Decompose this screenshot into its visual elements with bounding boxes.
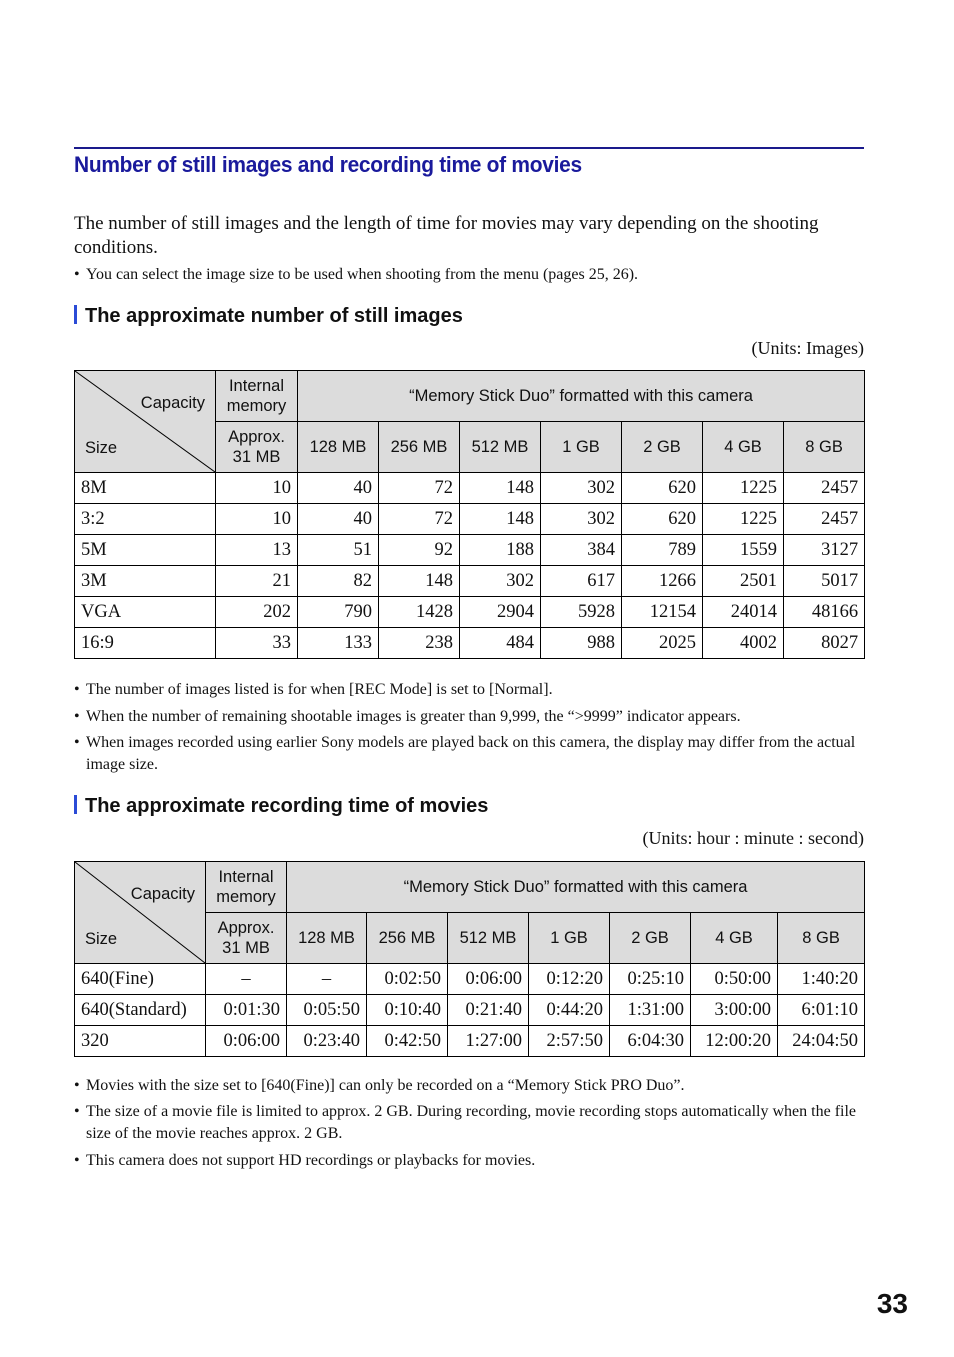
table-cell: 21: [216, 566, 298, 597]
table-cell: 790: [298, 597, 379, 628]
table-cell: 72: [379, 504, 460, 535]
corner-capacity-label: Capacity: [140, 394, 205, 412]
table-cell: 1428: [379, 597, 460, 628]
row-label: 5M: [75, 535, 216, 566]
section-bar: [74, 305, 77, 324]
movies-units: (Units: hour : minute : second): [642, 828, 864, 848]
table-cell: 620: [622, 504, 703, 535]
table-cell: 4002: [703, 628, 784, 659]
row-label: VGA: [75, 597, 216, 628]
stills-heading-text: The approximate number of still images: [85, 305, 463, 327]
table-cell: 620: [622, 473, 703, 504]
table-cell: 24014: [703, 597, 784, 628]
table-cell: 302: [541, 504, 622, 535]
note-text: The number of images listed is for when [REC Mode] is set to [Normal].: [86, 681, 553, 698]
table-cell: 3:00:00: [691, 995, 778, 1026]
table-cell: 6:01:10: [778, 995, 865, 1026]
table-cell: 0:12:20: [529, 964, 610, 995]
table-cell: 40: [298, 504, 379, 535]
table-cell: –: [287, 964, 367, 995]
table-cell: 5928: [541, 597, 622, 628]
table-cell: 202: [216, 597, 298, 628]
corner-size-label: Size: [85, 930, 118, 948]
stills-note: • The number of images listed is for when [REC Mode] is set to [Normal].: [74, 681, 553, 698]
table-cell: 1:40:20: [778, 964, 865, 995]
intro-bullet-text: You can select the image size to be used when shooting from the menu (pages 25, 26).: [86, 266, 639, 283]
internal-memory-header: Internal memory: [216, 371, 298, 422]
col-header: 8 GB: [784, 422, 865, 473]
note-text: When the number of remaining shootable images is greater than 9,999, the “>9999” indicator appears.: [86, 708, 741, 725]
table-cell: 0:25:10: [610, 964, 691, 995]
table-cell: 12:00:20: [691, 1026, 778, 1057]
table-cell: 0:44:20: [529, 995, 610, 1026]
table-cell: 384: [541, 535, 622, 566]
table-cell: 0:02:50: [367, 964, 448, 995]
table-cell: 789: [622, 535, 703, 566]
table-cell: 133: [298, 628, 379, 659]
page-title: Number of still images and recording time of movies: [74, 152, 582, 177]
table-cell: 92: [379, 535, 460, 566]
col-header: 1 GB: [541, 422, 622, 473]
table-row: [75, 1026, 865, 1057]
row-label: 3M: [75, 566, 216, 597]
page-number: 33: [876, 1288, 908, 1319]
movies-note: • This camera does not support HD recordings or playbacks for movies.: [74, 1152, 536, 1169]
corner-capacity-label: Capacity: [130, 885, 195, 903]
table-cell: 12154: [622, 597, 703, 628]
table-cell: 0:06:00: [206, 1026, 287, 1057]
table-cell: 1559: [703, 535, 784, 566]
table-row: [75, 964, 865, 995]
stills-units: (Units: Images): [751, 338, 864, 358]
note-text: Movies with the size set to [640(Fine)] can only be recorded on a “Memory Stick PRO Duo”.: [86, 1077, 685, 1094]
table-cell: 51: [298, 535, 379, 566]
intro-bullet: • You can select the image size to be used when shooting from the menu (pages 25, 26).: [74, 266, 639, 283]
table-cell: 302: [541, 473, 622, 504]
col-header: 8 GB: [778, 913, 865, 964]
movies-corner-header: [75, 862, 206, 964]
table-cell: 40: [298, 473, 379, 504]
table-cell: 0:50:00: [691, 964, 778, 995]
table-cell: 13: [216, 535, 298, 566]
movies-table: [74, 861, 865, 1057]
table-cell: 2904: [460, 597, 541, 628]
intro-paragraph: The number of still images and the length of time for movies may vary depending on the shooting conditions.: [74, 213, 819, 258]
stills-table-body: [75, 473, 865, 659]
table-row: [75, 995, 865, 1026]
table-row: [75, 473, 865, 504]
note-text: When images recorded using earlier Sony models are played back on this camera, the display may differ from the actual image size.: [86, 734, 856, 773]
table-cell: 48166: [784, 597, 865, 628]
table-cell: 0:42:50: [367, 1026, 448, 1057]
table-cell: 24:04:50: [778, 1026, 865, 1057]
col-header: 128 MB: [298, 422, 379, 473]
internal-memory-header: Internal memory: [206, 862, 287, 913]
table-cell: 72: [379, 473, 460, 504]
table-cell: 33: [216, 628, 298, 659]
col-header: 256 MB: [367, 913, 448, 964]
table-cell: 1225: [703, 473, 784, 504]
movies-heading-text: The approximate recording time of movies: [85, 795, 489, 817]
col-header: 128 MB: [287, 913, 367, 964]
table-cell: 0:21:40: [448, 995, 529, 1026]
table-cell: 82: [298, 566, 379, 597]
table-cell: 988: [541, 628, 622, 659]
col-header: Approx. 31 MB: [206, 913, 287, 964]
table-cell: 0:10:40: [367, 995, 448, 1026]
memory-stick-header: “Memory Stick Duo” formatted with this camera: [298, 371, 865, 422]
table-cell: 10: [216, 504, 298, 535]
table-cell: 2:57:50: [529, 1026, 610, 1057]
table-cell: 0:01:30: [206, 995, 287, 1026]
table-cell: 2457: [784, 504, 865, 535]
col-header: 2 GB: [622, 422, 703, 473]
table-cell: 8027: [784, 628, 865, 659]
table-cell: 6:04:30: [610, 1026, 691, 1057]
table-cell: 10: [216, 473, 298, 504]
row-label: 16:9: [75, 628, 216, 659]
table-cell: 148: [460, 473, 541, 504]
table-row: [75, 597, 865, 628]
col-header: 512 MB: [460, 422, 541, 473]
stills-corner-header: [75, 371, 216, 473]
table-cell: 1266: [622, 566, 703, 597]
stills-table: [74, 370, 865, 659]
table-row: [75, 566, 865, 597]
table-cell: 3127: [784, 535, 865, 566]
table-cell: 238: [379, 628, 460, 659]
memory-stick-header: “Memory Stick Duo” formatted with this camera: [287, 862, 865, 913]
corner-size-label: Size: [85, 439, 118, 457]
table-row: [75, 628, 865, 659]
row-label: 640(Standard): [75, 995, 206, 1026]
table-cell: 1:31:00: [610, 995, 691, 1026]
table-cell: 0:06:00: [448, 964, 529, 995]
title-rule: [74, 147, 864, 149]
col-header: 1 GB: [529, 913, 610, 964]
table-cell: 188: [460, 535, 541, 566]
movies-table-body: [75, 964, 865, 1057]
table-cell: 484: [460, 628, 541, 659]
row-label: 640(Fine): [75, 964, 206, 995]
col-header: Approx. 31 MB: [216, 422, 298, 473]
table-cell: 617: [541, 566, 622, 597]
stills-note: • When images recorded using earlier Sony models are played back on this camera, the display may differ from the actual image size.: [74, 734, 856, 773]
stills-heading: [74, 305, 463, 328]
table-cell: 5017: [784, 566, 865, 597]
col-header: 256 MB: [379, 422, 460, 473]
row-label: 8M: [75, 473, 216, 504]
col-header: 4 GB: [691, 913, 778, 964]
table-cell: 0:23:40: [287, 1026, 367, 1057]
col-header: 512 MB: [448, 913, 529, 964]
table-cell: 0:05:50: [287, 995, 367, 1026]
movies-heading: [74, 795, 488, 818]
table-cell: 302: [460, 566, 541, 597]
table-cell: –: [206, 964, 287, 995]
movies-note: • The size of a movie file is limited to approx. 2 GB. During recording, movie recording stops automatically when the file size of the movie reaches approx. 2 GB.: [74, 1103, 857, 1142]
col-header: 4 GB: [703, 422, 784, 473]
table-cell: 2025: [622, 628, 703, 659]
table-cell: 2501: [703, 566, 784, 597]
col-header: 2 GB: [610, 913, 691, 964]
table-row: [75, 535, 865, 566]
table-row: [75, 504, 865, 535]
table-cell: 148: [460, 504, 541, 535]
table-cell: 1225: [703, 504, 784, 535]
table-cell: 148: [379, 566, 460, 597]
movies-note: • Movies with the size set to [640(Fine)] can only be recorded on a “Memory Stick PRO Duo”.: [74, 1077, 685, 1094]
row-label: 320: [75, 1026, 206, 1057]
note-text: The size of a movie file is limited to approx. 2 GB. During recording, movie recording stops automatically when the file size of the movie reaches approx. 2 GB.: [86, 1103, 857, 1142]
table-cell: 2457: [784, 473, 865, 504]
stills-note: • When the number of remaining shootable images is greater than 9,999, the “>9999” indicator appears.: [74, 708, 741, 725]
table-cell: 1:27:00: [448, 1026, 529, 1057]
note-text: This camera does not support HD recordings or playbacks for movies.: [86, 1152, 536, 1169]
section-bar: [74, 795, 77, 814]
row-label: 3:2: [75, 504, 216, 535]
